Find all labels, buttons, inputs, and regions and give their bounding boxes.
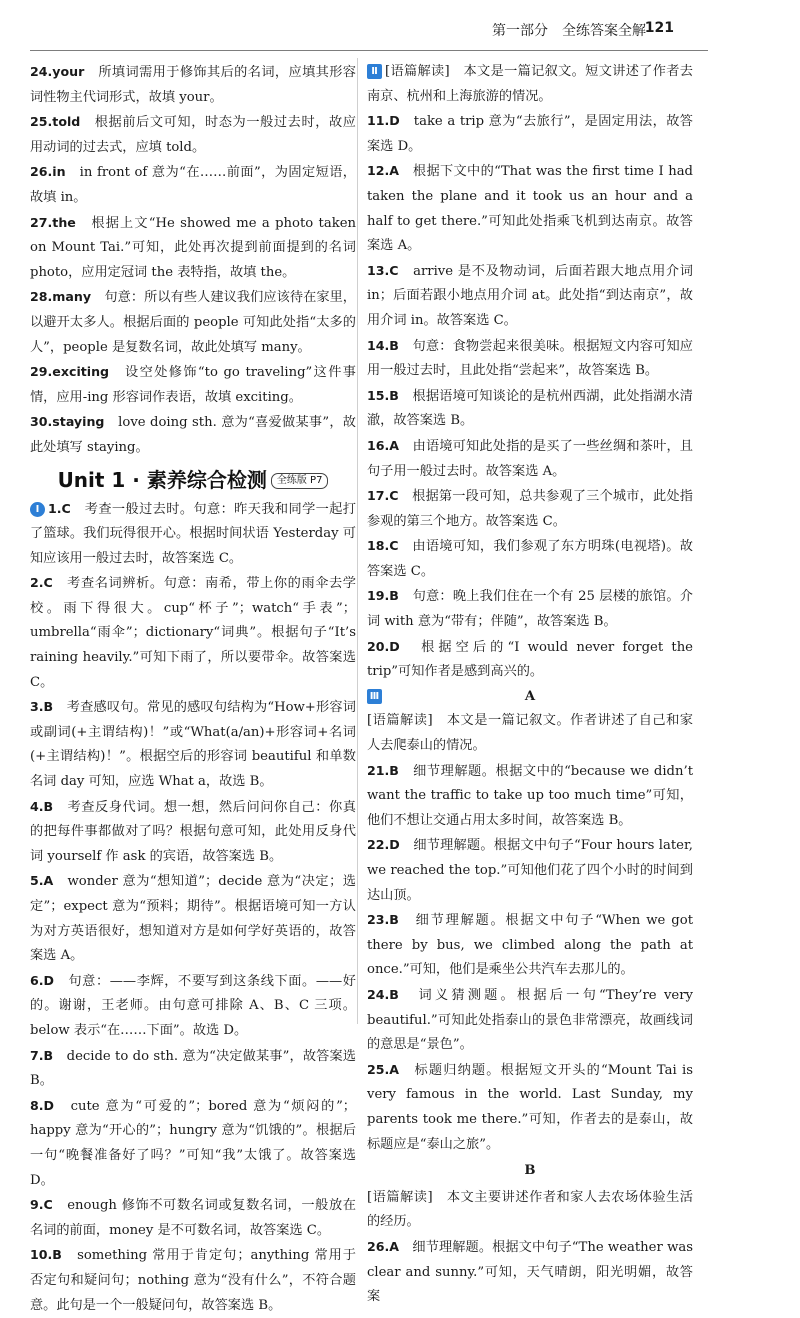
- answer-number: 27.the: [30, 215, 76, 230]
- answer-explanation: 根据第一段可知，总共参观了三个城市，此处指参观的第三个地方。故答案选 C。: [367, 489, 693, 529]
- answer-number: 1.C: [48, 501, 71, 516]
- answer-explanation: 细节理解题。根据文中句子“Four hours later, we reached the top.”可知他们花了四个小时的时间到达山顶。: [367, 838, 693, 902]
- answer-explanation: 根据前后文可知，时态为一般过去时，故应用动词的过去式，应填 told。: [30, 115, 356, 155]
- section3-heading: [367, 685, 693, 710]
- answer-number: 29.exciting: [30, 364, 109, 379]
- answer-explanation: 根据上文“He showed me a photo taken on Mount Tai.”可知，此处再次提到前面提到的名词 photo，应用定冠词 the 表特指，故填 the。: [30, 216, 356, 280]
- answer-item: [367, 635, 693, 685]
- answer-explanation: 句意：——李辉，不要写到这条线下面。——好的。谢谢，王老师。由句意可排除 A、B、C 三项。below 表示“在……下面”。故选 D。: [30, 974, 356, 1038]
- left-top-items: [30, 60, 356, 461]
- answer-number: 2.C: [30, 575, 53, 590]
- answer-number: 9.C: [30, 1197, 53, 1212]
- section1-badge: Ⅰ: [30, 502, 45, 517]
- answer-explanation: 细节理解题。根据文中句子“The weather was clear and sunny.”可知，天气晴朗，阳光明媚，故答案: [367, 1240, 693, 1304]
- answer-item: [30, 360, 356, 410]
- answer-explanation: 考查反身代词。想一想，然后问问你自己：你真的把每件事都做对了吗？根据句意可知，此处用反身代词 yourself 作 ask 的宾语，故答案选 B。: [30, 800, 356, 864]
- answer-explanation: 考查感叹句。常见的感叹句结构为“How+形容词或副词(+主谓结构)！”或“What(a/an)+形容词+名词(+主谓结构)！”。根据空后的形容词 beautiful 和单数名词 day 可知，应选 What a，故选 B。: [30, 700, 356, 789]
- answer-number: 22.D: [367, 837, 400, 852]
- page-number: 121: [645, 20, 674, 36]
- answer-item: [30, 160, 356, 210]
- section3-badge: Ⅲ: [367, 689, 382, 704]
- answer-explanation: 根据空后的“I would never forget the trip”可知作者是感到高兴的。: [367, 640, 693, 680]
- answer-explanation: love doing sth. 意为“喜爱做某事”，故此处填写 staying。: [30, 415, 356, 455]
- answer-item: [30, 1044, 356, 1094]
- section-b-text: 本文主要讲述作者和家人去农场体验生活的经历。: [367, 1190, 693, 1230]
- answer-number: 17.C: [367, 488, 399, 503]
- unit-tag: 全练版 P7: [271, 473, 329, 489]
- answer-explanation: 由语境可知，我们参观了东方明珠(电视塔)。故答案选 C。: [367, 539, 693, 579]
- section3-intro: [367, 709, 693, 758]
- answer-item: [367, 584, 693, 634]
- header-rule: [30, 50, 708, 51]
- answer-explanation: 细节理解题。根据文中句子“When we got there by bus, we climbed along the path at once.”可知，他们是乘坐公共汽车去那儿的。: [367, 913, 693, 977]
- answer-explanation: 词义猜测题。根据后一句“They’re very beautiful.”可知此处指泰山的景色非常漂亮，故画线词的意思是“景色”。: [367, 988, 693, 1052]
- section2-label: [语篇解读]: [385, 64, 450, 79]
- answer-item: [367, 534, 693, 584]
- section2-text: 本文是一篇记叙文。短文讲述了作者去南京、杭州和上海旅游的情况。: [367, 64, 693, 104]
- answer-explanation: 设空处修饰“to go traveling”这件事情，应用-ing 形容词作表语，故填 exciting。: [30, 365, 356, 405]
- answer-explanation: cute 意为“可爱的”；bored 意为“烦闷的”；happy 意为“开心的”；hungry 意为“饥饿的”。根据后一句“晚餐准备好了吗？”可知“我”太饿了。故答案选 D。: [30, 1099, 356, 1188]
- answer-explanation: 根据下文中的“That was the first time I had taken the plane and it took us an hour and a half to get there.”可知此处指乘飞机到达南京。故答案选 A。: [367, 164, 693, 253]
- column-divider: [357, 58, 358, 1024]
- right-items-a: [367, 109, 693, 685]
- answer-item: [367, 109, 693, 159]
- answer-item: [30, 1243, 356, 1318]
- answer-item: [30, 285, 356, 360]
- answer-explanation: arrive 是不及物动词，后面若跟大地点用介词 in；后面若跟小地点用介词 at。此处指“到达南京”，故用介词 in。故答案选 C。: [367, 264, 693, 328]
- answer-number: 21.B: [367, 763, 399, 778]
- answer-item: [367, 259, 693, 334]
- section-b-label: [语篇解读]: [367, 1190, 433, 1205]
- answer-item: [30, 211, 356, 286]
- answer-number: 30.staying: [30, 414, 104, 429]
- answer-number: 19.B: [367, 588, 399, 603]
- answer-item: [30, 695, 356, 794]
- answer-number: 26.A: [367, 1239, 399, 1254]
- answer-number: 6.D: [30, 973, 54, 988]
- answer-item: [367, 1235, 693, 1310]
- section3-label: [语篇解读]: [367, 713, 433, 728]
- answer-number: 16.A: [367, 438, 399, 453]
- answer-item: [367, 384, 693, 434]
- answer-explanation: in front of 意为“在……前面”，为固定短语，故填 in。: [30, 165, 356, 205]
- answer-explanation: 根据语境可知谈论的是杭州西湖，此处指湖水清澈，故答案选 B。: [367, 389, 693, 429]
- answer-number: 10.B: [30, 1247, 62, 1262]
- answer-item: [367, 434, 693, 484]
- answer-item: [30, 110, 356, 160]
- answer-number: 25.told: [30, 114, 80, 129]
- unit-title: Unit 1 · 素养综合检测: [58, 468, 267, 492]
- answer-item: [30, 1193, 356, 1243]
- answer-item: [30, 60, 356, 110]
- right-items-c: [367, 1235, 693, 1310]
- header-title: 第一部分 全练答案全解: [492, 20, 646, 40]
- answer-explanation: enough 修饰不可数名词或复数名词，一般放在名词的前面，money 是不可数名词，故答案选 C。: [30, 1198, 356, 1238]
- section-b-intro: [367, 1186, 693, 1235]
- answer-number: 15.B: [367, 388, 399, 403]
- answer-item: [30, 410, 356, 460]
- section3-letter: A: [367, 685, 693, 710]
- answer-item: [367, 1058, 693, 1157]
- answer-explanation: decide to do sth. 意为“决定做某事”，故答案选 B。: [30, 1049, 356, 1089]
- answer-item: [367, 908, 693, 983]
- section-b-letter: B: [367, 1159, 693, 1184]
- answer-explanation: something 常用于肯定句；anything 常用于否定句和疑问句；nothing 意为“没有什么”，不符合题意。此句是一个一般疑问句，故答案选 B。: [30, 1248, 356, 1312]
- answer-explanation: 由语境可知此处指的是买了一些丝绸和茶叶，且句子用一般过去时。故答案选 A。: [367, 439, 693, 479]
- answer-number: 5.A: [30, 873, 53, 888]
- answer-number: 26.in: [30, 164, 66, 179]
- answer-number: 13.C: [367, 263, 399, 278]
- answer-explanation: 考查名词辨析。句意：南希，带上你的雨伞去学校。雨下得很大。cup“杯子”；watch“手表”；umbrella“雨伞”；dictionary“词典”。根据句子“It’s raining heavily.”可知下雨了，所以要带伞。故答案选 C。: [30, 576, 356, 689]
- answer-explanation: 考查一般过去时。句意：昨天我和同学一起打了篮球。我们玩得很开心。根据时间状语 Yesterday 可知应该用一般过去时，故答案选 C。: [30, 502, 356, 566]
- left-bottom-items: [30, 497, 356, 1318]
- page-header: [30, 14, 770, 48]
- answer-number: 8.D: [30, 1098, 54, 1113]
- answer-item: [30, 571, 356, 695]
- answer-item: [367, 759, 693, 834]
- answer-explanation: 句意：晚上我们住在一个有 25 层楼的旅馆。介词 with 意为“带有；伴随”，故答案选 B。: [367, 589, 693, 629]
- answer-item: [367, 833, 693, 908]
- answer-item: [30, 795, 356, 870]
- answer-number: 25.A: [367, 1062, 399, 1077]
- answer-explanation: 标题归纳题。根据短文开头的“Mount Tai is very famous in the world. Last Sunday, my parents took me there.”可知，作者去的是泰山，故标题应是“泰山之旅”。: [367, 1063, 693, 1152]
- answer-explanation: 句意：食物尝起来很美味。根据短文内容可知应用一般过去时，且此处指“尝起来”，故答案选 B。: [367, 339, 693, 379]
- answer-number: 28.many: [30, 289, 91, 304]
- answer-number: 24.your: [30, 64, 84, 79]
- unit-heading: [30, 465, 356, 495]
- section2-intro: [367, 60, 693, 109]
- answer-number: 11.D: [367, 113, 400, 128]
- right-items-b: [367, 759, 693, 1158]
- answer-explanation: 所填词需用于修饰其后的名词，应填其形容词性物主代词形式，故填 your。: [30, 65, 356, 105]
- answer-number: 7.B: [30, 1048, 53, 1063]
- answer-explanation: 细节理解题。根据文中的“because we didn’t want the traffic to take up too much time”可知，他们不想让交通占用太多时间，故答案选 B。: [367, 764, 693, 828]
- right-column: [367, 60, 693, 1310]
- answer-item: [30, 869, 356, 968]
- section2-badge: Ⅱ: [367, 64, 382, 79]
- left-column: [30, 60, 356, 1318]
- answer-number: 3.B: [30, 699, 53, 714]
- answer-number: 12.A: [367, 163, 399, 178]
- answer-item: [367, 983, 693, 1058]
- answer-explanation: 句意：所以有些人建议我们应该待在家里，以避开太多人。根据后面的 people 可知此处指“太多的人”，people 是复数名词，故此处填写 many。: [30, 290, 356, 354]
- answer-number: 18.C: [367, 538, 399, 553]
- answer-number: 20.D: [367, 639, 400, 654]
- answer-item: [30, 969, 356, 1044]
- answer-item: [367, 334, 693, 384]
- answer-item: [367, 159, 693, 258]
- answer-explanation: wonder 意为“想知道”；decide 意为“决定；选定”；expect 意为“预料；期待”。根据语境可知一方认为对方英语很好，想知道对方是如何学好英语的，故答案选 A。: [30, 874, 356, 963]
- answer-item: [30, 497, 356, 572]
- answer-item: [367, 484, 693, 534]
- section3-text: 本文是一篇记叙文。作者讲述了自己和家人去爬泰山的情况。: [367, 713, 693, 753]
- answer-number: 4.B: [30, 799, 53, 814]
- answer-number: 23.B: [367, 912, 399, 927]
- answer-number: 14.B: [367, 338, 399, 353]
- answer-explanation: take a trip 意为“去旅行”，是固定用法，故答案选 D。: [367, 114, 693, 154]
- answer-number: 24.B: [367, 987, 399, 1002]
- answer-item: [30, 1094, 356, 1193]
